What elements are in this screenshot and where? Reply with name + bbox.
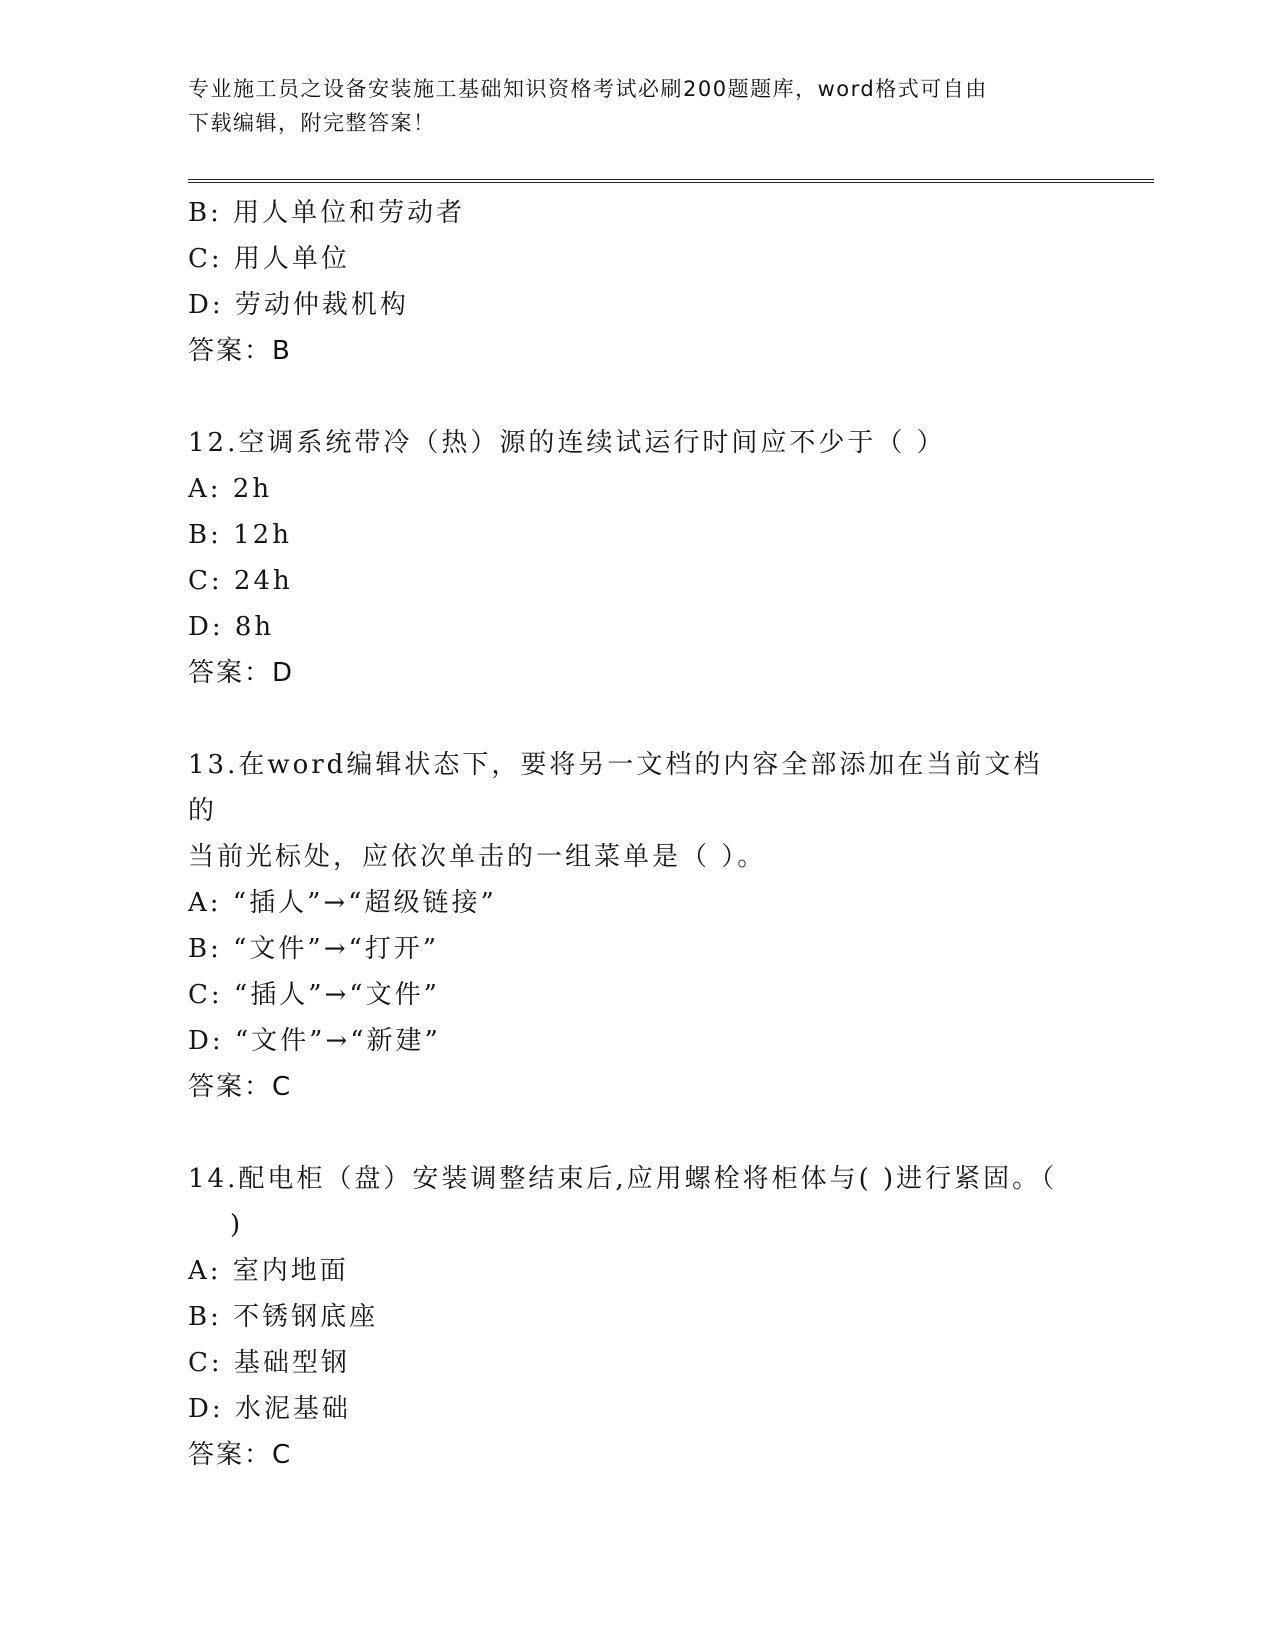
option-b: B: “文件”→“打开”	[188, 934, 440, 964]
spacer	[188, 1110, 1068, 1156]
header-divider	[188, 179, 1154, 183]
question-13	[188, 742, 1068, 1110]
option-c: C: “插人”→“文件”	[188, 980, 440, 1010]
option-a: A: 2h	[188, 474, 273, 504]
spacer	[188, 696, 1068, 742]
option-c: C: 基础型钢	[188, 1348, 350, 1378]
question-text: 12.空调系统带冷（热）源的连续试运行时间应不少于（ ）	[188, 428, 946, 458]
question-text-continued: )	[230, 1210, 244, 1240]
question-text: 14.配电柜（盘）安装调整结束后,应用螺栓将柜体与( )进行紧固。（	[188, 1164, 1058, 1194]
question-14	[188, 1156, 1068, 1478]
header-line-1: 专业施工员之设备安装施工基础知识资格考试必刷200题题库，word格式可自由	[188, 77, 988, 101]
question-text: 13.在word编辑状态下，要将另一文档的内容全部添加在当前文档的	[188, 750, 1043, 826]
page-header	[188, 72, 1068, 140]
answer-line: 答案：C	[188, 1440, 293, 1470]
option-b: B: 不锈钢底座	[188, 1302, 379, 1332]
answer-line: 答案：B	[188, 336, 292, 366]
option-a: A: “插人”→“超级链接”	[188, 888, 497, 918]
option-d: D: 8h	[188, 612, 275, 642]
option-b: B: 12h	[188, 520, 292, 550]
document-body	[188, 190, 1068, 1478]
question-11-continued	[188, 190, 1068, 374]
option-c: C: 用人单位	[188, 244, 350, 274]
option-b: B: 用人单位和劳动者	[188, 198, 466, 228]
question-text-continued: 当前光标处，应依次单击的一组菜单是（ ）。	[188, 842, 767, 872]
option-a: A: 室内地面	[188, 1256, 349, 1286]
spacer	[188, 374, 1068, 420]
header-line-2: 下载编辑，附完整答案！	[188, 111, 436, 135]
option-c: C: 24h	[188, 566, 293, 596]
option-d: D: 水泥基础	[188, 1394, 351, 1424]
option-d: D: “文件”→“新建”	[188, 1026, 441, 1056]
option-d: D: 劳动仲裁机构	[188, 290, 409, 320]
answer-line: 答案：C	[188, 1072, 293, 1102]
question-12	[188, 420, 1068, 696]
answer-line: 答案：D	[188, 658, 295, 688]
